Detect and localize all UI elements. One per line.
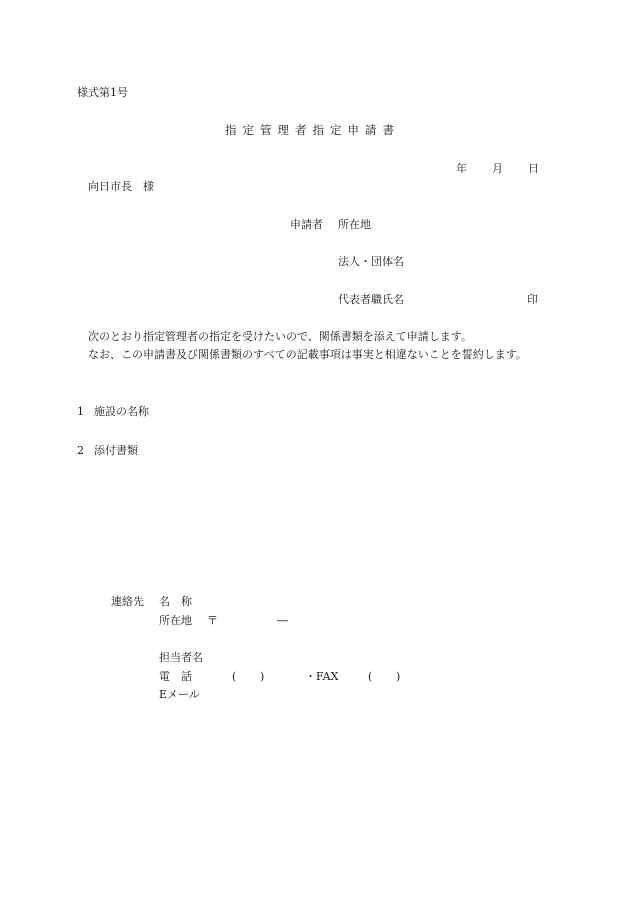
date-day: 日 — [528, 162, 539, 175]
postal-mark: 〒 — [207, 614, 218, 627]
item-2-number: 2 — [77, 444, 84, 457]
contact-name-label: 名 称 — [159, 595, 192, 608]
applicant-rep-label: 代表者職氏名 — [338, 293, 404, 306]
item-2-label: 添付書類 — [94, 444, 138, 457]
addressee: 向日市長 様 — [88, 180, 154, 193]
applicant-org-label: 法人・団体名 — [338, 255, 404, 268]
body-paragraph-1: 次のとおり指定管理者の指定を受けたいので、関係書類を添えて申請します。 — [88, 330, 472, 343]
applicant-address-label: 所在地 — [338, 218, 371, 231]
date-month: 月 — [492, 162, 503, 175]
applicant-label: 申請者 — [290, 218, 323, 231]
contact-email-label: Eメール — [159, 688, 200, 701]
body-paragraph-2: なお、この申請書及び関係書類のすべての記載事項は事実と相違ないことを誓約します。 — [88, 348, 527, 361]
fax-paren-close: ) — [396, 670, 401, 683]
phone-paren-close: ) — [260, 670, 265, 683]
date-year: 年 — [456, 162, 467, 175]
fax-label: ・FAX — [305, 670, 339, 683]
phone-paren-open: ( — [232, 670, 237, 683]
item-1-label: 施設の名称 — [94, 405, 149, 418]
contact-person-label: 担当者名 — [159, 651, 203, 664]
form-number: 様式第1号 — [77, 86, 128, 99]
fax-paren-open: ( — [368, 670, 373, 683]
contact-label: 連絡先 — [111, 595, 144, 608]
document-title: 指定管理者指定申請書 — [225, 123, 400, 137]
contact-phone-label: 電 話 — [159, 670, 192, 683]
postal-dash: ― — [277, 614, 288, 627]
item-1-number: 1 — [77, 405, 84, 418]
seal-mark: 印 — [527, 293, 538, 306]
contact-address-label: 所在地 — [159, 614, 192, 627]
